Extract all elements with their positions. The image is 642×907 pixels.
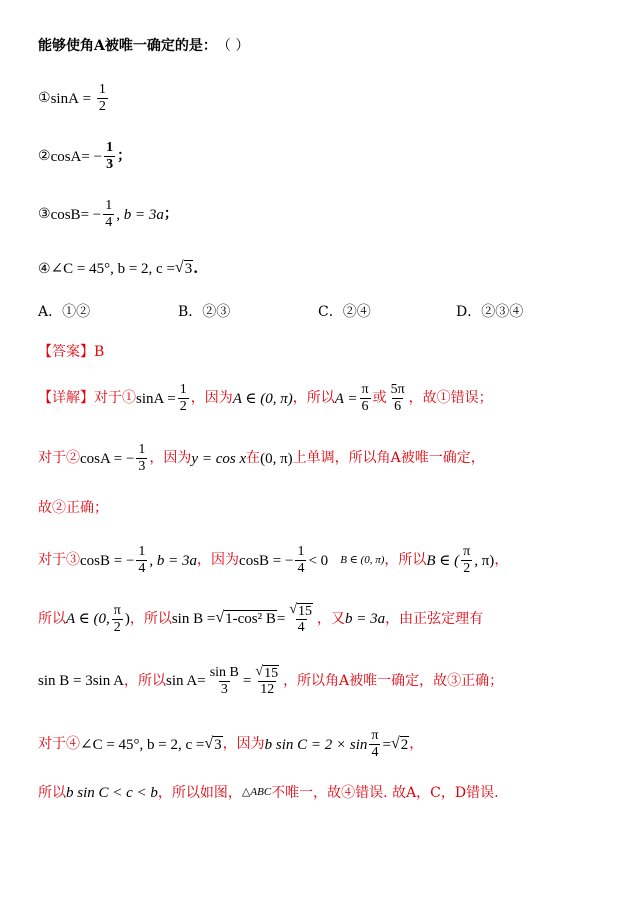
sqrt-3: √ 3 — [174, 259, 193, 278]
statement-4-number: ④ — [38, 260, 51, 277]
detail-line-5: 所以 A ∈ (0, $\frac{\pi}{2}$ ) ，所以 sin B = √ 1-cos² B = √ 15 4 ，又 b = 3a ，由正弦定理有 — [38, 602, 484, 636]
option-a[interactable]: A．①② — [38, 304, 91, 320]
answer-label: 【答案】 — [38, 344, 94, 360]
detail-line-2: 对于② cosA = − $\frac{1}{3}$ ，因为 y = cos x 在 (0, π) 上单调，所以角A被唯一确定， — [38, 442, 485, 475]
question-stem-line — [38, 38, 249, 55]
question-stem: 能够使角A被唯一确定的是： — [38, 38, 217, 54]
detail-label: 【详解】 — [38, 390, 94, 407]
detail-line-4: 对于③ cosB = − $\frac{1}{4}$ , b = 3a ，因为 cosB = − $\frac{1}{4}$ < 0 B ∈ (0, π) ，所以 B ∈ ( $\frac{\pi}{2}$ , π) ， — [38, 544, 509, 577]
detail-4-frac-c: $\frac{\pi}{2}$ — [463, 544, 471, 577]
detail-5-frac-a: $\frac{\pi}{2}$ — [113, 602, 121, 635]
detail-line-3: 故②正确； — [38, 500, 108, 516]
answer-line — [38, 344, 104, 361]
detail-4-frac-b: $\frac{1}{4}$ — [297, 544, 305, 577]
detail-1-frac-b: $\frac{\pi}{6}$ — [361, 382, 369, 415]
statement-3-lhs: cosB — [50, 206, 81, 223]
statement-2-lhs: cosA — [50, 148, 82, 165]
option-d[interactable]: D．②③④ — [456, 304, 524, 320]
detail-5-sqrt: √ 1-cos² B — [215, 609, 276, 628]
detail-line-1: 【详解】 对于① sinA = $\frac{1}{2}$ ，因为 A ∈ (0, π) ，所以 A = $\frac{\pi}{6}$ 或 $\frac{5\pi}{6}$ ，故①错误； — [38, 382, 493, 415]
answer-value: B — [94, 344, 105, 360]
detail-7-sqrt-2: √ 2 — [390, 734, 409, 753]
option-c[interactable]: C．②④ — [318, 304, 371, 320]
detail-line-6: sin B = 3sin A ，所以 sin A= $\frac{\text{sin B}}{3}$ = √ 15 12 ，所以角A被唯一确定，故③正确； — [38, 664, 504, 698]
detail-1-frac-a: $\frac{1}{2}$ — [179, 382, 187, 415]
statement-1-lhs: sinA — [50, 90, 79, 107]
detail-line-8: 所以 b sin C < c < b ，所以如图， △ABC 不唯一，故④错误. 故A，C，D错误. — [38, 784, 499, 801]
option-b[interactable]: B．②③ — [178, 304, 231, 320]
detail-6-frac-b: √ 15 12 — [255, 664, 279, 698]
statement-3: ③ cosB = − $\frac{1}{4}$ , b = 3a ； — [38, 198, 178, 231]
statement-1-fraction: $\frac{1}{2}$ — [98, 82, 106, 115]
statement-3-number: ③ — [38, 206, 51, 223]
answer-blank: （ ） — [216, 38, 250, 54]
statement-3-fraction: $\frac{1}{4}$ — [105, 198, 113, 231]
detail-4-frac-a: $\frac{1}{4}$ — [138, 544, 146, 577]
options-row — [38, 304, 598, 321]
detail-7-sqrt-3: √ 3 — [204, 734, 222, 753]
statement-4: ④ ∠C = 45°, b = 2, c = √ 3 . — [38, 259, 199, 278]
statement-1: ① sinA = $\frac{1}{2}$ — [38, 82, 106, 115]
detail-line-7: 对于④ ∠C = 45°, b = 2, c = √ 3 ，因为 b sin C = 2 × sin $\frac{\pi}{4}$ = √ 2 ， — [38, 728, 424, 761]
statement-2: ② cosA = − $\frac{1}{3}$ ； — [38, 140, 132, 173]
detail-1-frac-c: $\frac{5\pi}{6}$ — [390, 382, 405, 415]
statement-1-number: ① — [38, 90, 51, 107]
detail-5-frac-b: √ 15 4 — [289, 602, 312, 636]
detail-2-frac: $\frac{1}{3}$ — [138, 442, 146, 475]
statement-2-number: ② — [38, 148, 51, 165]
detail-6-frac-a: $\frac{\text{sin B}}{3}$ — [209, 664, 239, 697]
detail-7-frac: $\frac{\pi}{4}$ — [371, 728, 379, 761]
statement-2-fraction: $\frac{1}{3}$ — [106, 140, 114, 173]
